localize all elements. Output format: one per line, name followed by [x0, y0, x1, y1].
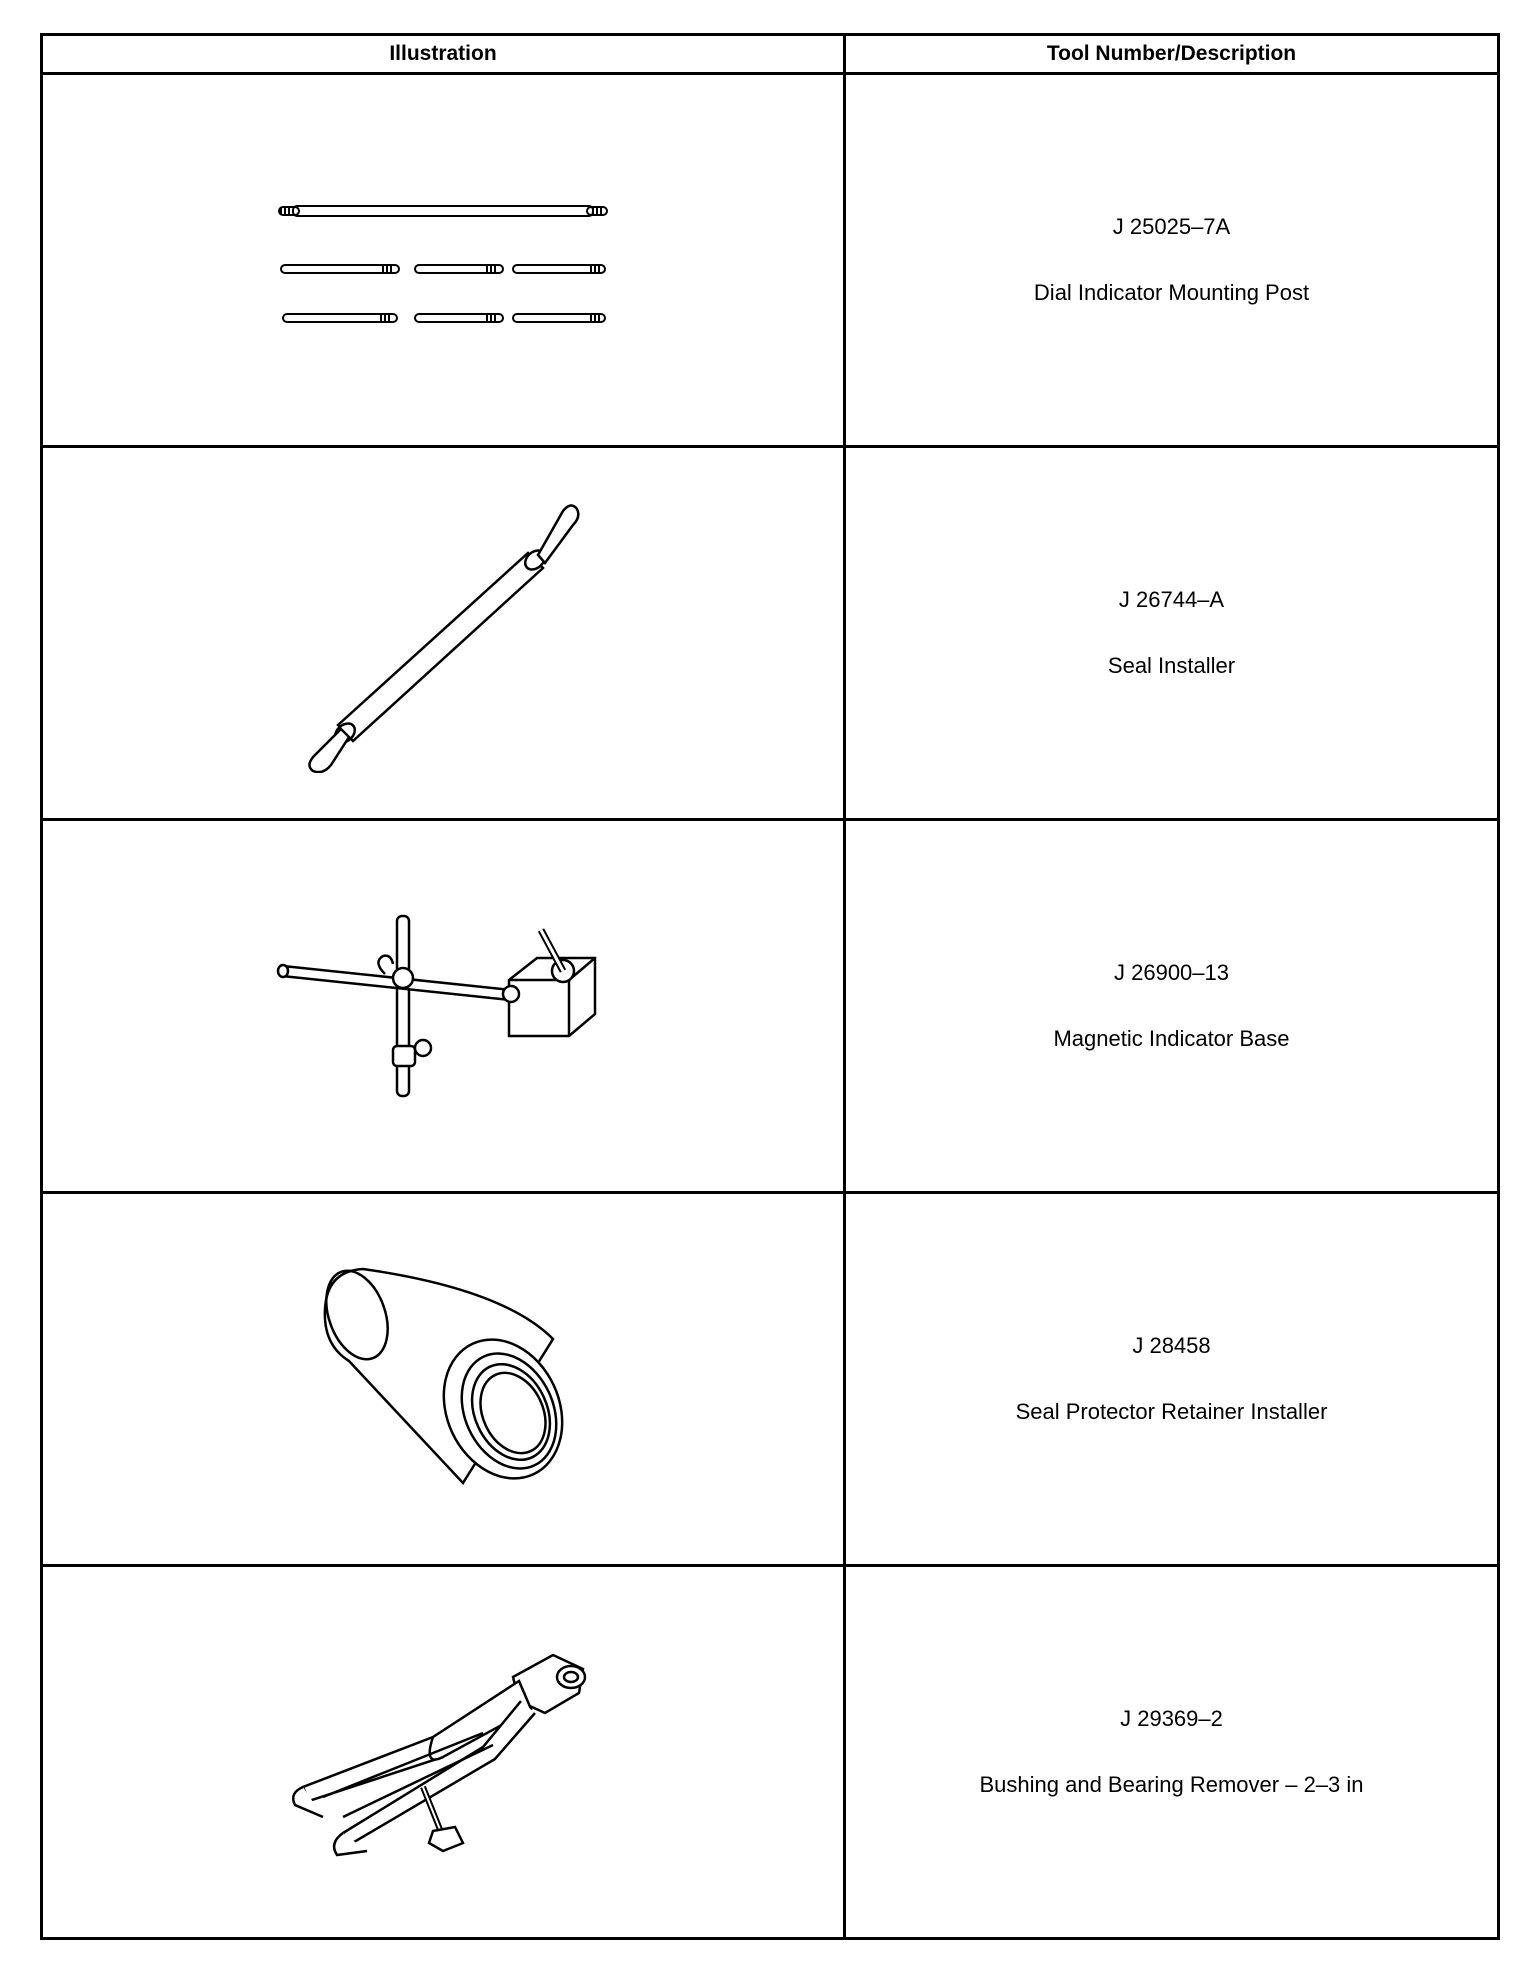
seal-installer-icon [293, 493, 593, 773]
header-tool-description: Tool Number/Description [845, 35, 1499, 74]
bushing-remover-icon [283, 1637, 603, 1867]
tool-number: J 25025–7A [1112, 214, 1231, 239]
table-row [42, 447, 1499, 820]
illustration-cell [42, 1566, 845, 1939]
description-cell [845, 1566, 1499, 1939]
tool-table [40, 33, 1500, 1940]
table-row [42, 74, 1499, 447]
description-cell [845, 447, 1499, 820]
header-illustration: Illustration [42, 35, 845, 74]
tool-number: J 29369–2 [1120, 1706, 1223, 1731]
illustration-cell [42, 820, 845, 1193]
illustration-cell [42, 1193, 845, 1566]
illustration-cell [42, 447, 845, 820]
tool-number: J 28458 [1132, 1333, 1211, 1358]
illustration-cell [42, 74, 845, 447]
tool-description: Bushing and Bearing Remover – 2–3 in [979, 1772, 1364, 1797]
description-cell [845, 1193, 1499, 1566]
table-row [42, 1566, 1499, 1939]
retainer-installer-icon [303, 1259, 583, 1499]
tool-description: Seal Installer [1107, 653, 1236, 678]
tool-number: J 26900–13 [1114, 960, 1229, 985]
tool-description: Dial Indicator Mounting Post [1033, 280, 1310, 305]
table-row [42, 820, 1499, 1193]
header-row [42, 35, 1499, 74]
tool-description: Magnetic Indicator Base [1053, 1026, 1290, 1051]
tool-description: Seal Protector Retainer Installer [1015, 1399, 1328, 1424]
magnetic-base-icon [273, 906, 613, 1106]
table-row [42, 1193, 1499, 1566]
description-cell [845, 74, 1499, 447]
mounting-posts-icon [273, 190, 613, 330]
tool-number: J 26744–A [1118, 587, 1225, 612]
description-cell [845, 820, 1499, 1193]
